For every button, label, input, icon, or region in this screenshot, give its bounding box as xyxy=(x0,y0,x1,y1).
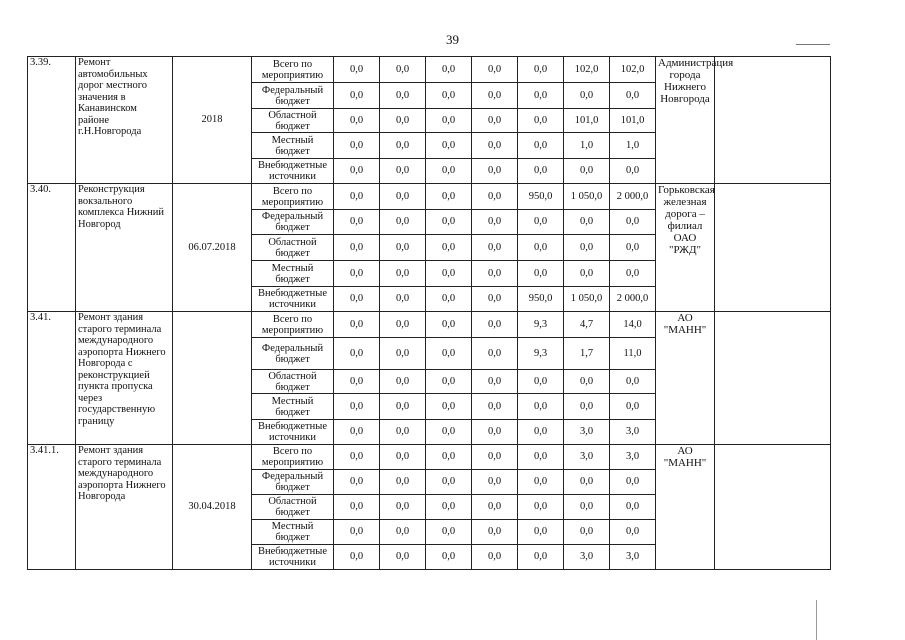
value-cell: 0,0 xyxy=(334,184,380,210)
value-cell: 0,0 xyxy=(518,420,564,445)
funding-source: Местный бюджет xyxy=(252,133,334,159)
value-cell: 102,0 xyxy=(564,57,610,83)
value-cell: 0,0 xyxy=(518,83,564,109)
value-cell: 14,0 xyxy=(610,312,656,338)
value-cell: 0,0 xyxy=(334,370,380,394)
page-number: 39 xyxy=(446,32,459,47)
value-cell: 3,0 xyxy=(564,445,610,470)
value-cell: 0,0 xyxy=(380,184,426,210)
value-cell: 0,0 xyxy=(518,445,564,470)
funding-source: Всего по мероприятию xyxy=(252,184,334,210)
value-cell: 950,0 xyxy=(518,184,564,210)
value-cell: 1 050,0 xyxy=(564,287,610,312)
section-date: 30.04.2018 xyxy=(173,445,252,570)
value-cell: 0,0 xyxy=(426,445,472,470)
value-cell: 0,0 xyxy=(334,159,380,184)
value-cell: 0,0 xyxy=(334,287,380,312)
section-number: 3.41. xyxy=(28,312,76,445)
notes-cell xyxy=(715,57,831,184)
funding-source: Местный бюджет xyxy=(252,394,334,420)
value-cell: 0,0 xyxy=(334,83,380,109)
value-cell: 0,0 xyxy=(380,312,426,338)
value-cell: 0,0 xyxy=(518,470,564,495)
value-cell: 0,0 xyxy=(472,159,518,184)
value-cell: 0,0 xyxy=(564,470,610,495)
side-rule xyxy=(816,600,817,640)
section-executor: Горьковская железная дорога – филиал ОАО "РЖД" xyxy=(656,184,715,312)
value-cell: 0,0 xyxy=(610,495,656,520)
value-cell: 9,3 xyxy=(518,312,564,338)
value-cell: 0,0 xyxy=(472,312,518,338)
funding-source: Всего по мероприятию xyxy=(252,445,334,470)
value-cell: 0,0 xyxy=(610,370,656,394)
value-cell: 0,0 xyxy=(426,109,472,133)
funding-source: Внебюджетные источники xyxy=(252,287,334,312)
value-cell: 1 050,0 xyxy=(564,184,610,210)
funding-source: Внебюджетные источники xyxy=(252,159,334,184)
value-cell: 2 000,0 xyxy=(610,287,656,312)
value-cell: 0,0 xyxy=(380,495,426,520)
value-cell: 0,0 xyxy=(610,83,656,109)
value-cell: 9,3 xyxy=(518,338,564,370)
value-cell: 0,0 xyxy=(472,109,518,133)
value-cell: 0,0 xyxy=(426,261,472,287)
value-cell: 0,0 xyxy=(334,470,380,495)
value-cell: 0,0 xyxy=(564,210,610,235)
value-cell: 0,0 xyxy=(472,495,518,520)
funding-source: Местный бюджет xyxy=(252,261,334,287)
value-cell: 0,0 xyxy=(426,495,472,520)
value-cell: 0,0 xyxy=(380,235,426,261)
value-cell: 0,0 xyxy=(472,445,518,470)
value-cell: 0,0 xyxy=(472,83,518,109)
section-name: Ремонт здания старого терминала международного аэропорта Нижнего Новгорода xyxy=(76,445,173,570)
value-cell: 0,0 xyxy=(564,495,610,520)
value-cell: 0,0 xyxy=(426,235,472,261)
value-cell: 0,0 xyxy=(426,520,472,545)
value-cell: 0,0 xyxy=(426,394,472,420)
value-cell: 0,0 xyxy=(426,420,472,445)
value-cell: 0,0 xyxy=(334,210,380,235)
value-cell: 0,0 xyxy=(426,210,472,235)
value-cell: 0,0 xyxy=(564,370,610,394)
value-cell: 0,0 xyxy=(380,261,426,287)
value-cell: 0,0 xyxy=(334,445,380,470)
value-cell: 0,0 xyxy=(518,210,564,235)
funding-source: Областной бюджет xyxy=(252,495,334,520)
value-cell: 3,0 xyxy=(564,420,610,445)
table-body xyxy=(28,57,831,570)
value-cell: 0,0 xyxy=(472,394,518,420)
value-cell: 0,0 xyxy=(472,261,518,287)
notes-cell xyxy=(715,184,831,312)
funding-source: Федеральный бюджет xyxy=(252,470,334,495)
notes-cell xyxy=(715,312,831,445)
value-cell: 0,0 xyxy=(380,159,426,184)
value-cell: 0,0 xyxy=(518,394,564,420)
value-cell: 0,0 xyxy=(334,394,380,420)
value-cell: 0,0 xyxy=(426,83,472,109)
funding-table xyxy=(27,56,831,570)
value-cell: 0,0 xyxy=(518,370,564,394)
value-cell: 0,0 xyxy=(380,287,426,312)
funding-source: Областной бюджет xyxy=(252,235,334,261)
value-cell: 0,0 xyxy=(334,312,380,338)
value-cell: 0,0 xyxy=(380,57,426,83)
value-cell: 0,0 xyxy=(380,394,426,420)
value-cell: 0,0 xyxy=(334,235,380,261)
value-cell: 0,0 xyxy=(426,470,472,495)
value-cell: 0,0 xyxy=(564,520,610,545)
value-cell: 0,0 xyxy=(380,210,426,235)
value-cell: 0,0 xyxy=(472,184,518,210)
value-cell: 0,0 xyxy=(426,312,472,338)
value-cell: 0,0 xyxy=(472,470,518,495)
value-cell: 0,0 xyxy=(334,338,380,370)
value-cell: 0,0 xyxy=(472,133,518,159)
value-cell: 0,0 xyxy=(380,520,426,545)
value-cell: 1,0 xyxy=(564,133,610,159)
value-cell: 0,0 xyxy=(610,235,656,261)
value-cell: 0,0 xyxy=(334,261,380,287)
funding-source: Федеральный бюджет xyxy=(252,83,334,109)
table-row xyxy=(28,57,831,83)
value-cell: 0,0 xyxy=(472,287,518,312)
section-date: 06.07.2018 xyxy=(173,184,252,312)
value-cell: 0,0 xyxy=(518,520,564,545)
value-cell: 4,7 xyxy=(564,312,610,338)
funding-source: Местный бюджет xyxy=(252,520,334,545)
value-cell: 0,0 xyxy=(472,545,518,570)
value-cell: 3,0 xyxy=(564,545,610,570)
value-cell: 0,0 xyxy=(610,210,656,235)
value-cell: 0,0 xyxy=(426,287,472,312)
value-cell: 0,0 xyxy=(518,159,564,184)
section-number: 3.41.1. xyxy=(28,445,76,570)
section-executor: Администрация города Нижнего Новгорода xyxy=(656,57,715,184)
value-cell: 0,0 xyxy=(334,57,380,83)
value-cell: 0,0 xyxy=(334,545,380,570)
value-cell: 3,0 xyxy=(610,545,656,570)
funding-source: Всего по мероприятию xyxy=(252,57,334,83)
value-cell: 0,0 xyxy=(380,420,426,445)
section-number: 3.39. xyxy=(28,57,76,184)
value-cell: 0,0 xyxy=(380,338,426,370)
funding-source: Внебюджетные источники xyxy=(252,420,334,445)
value-cell: 102,0 xyxy=(610,57,656,83)
value-cell: 0,0 xyxy=(472,57,518,83)
value-cell: 0,0 xyxy=(380,470,426,495)
value-cell: 2 000,0 xyxy=(610,184,656,210)
value-cell: 0,0 xyxy=(472,520,518,545)
value-cell: 0,0 xyxy=(518,545,564,570)
value-cell: 101,0 xyxy=(564,109,610,133)
value-cell: 0,0 xyxy=(426,338,472,370)
section-name: Реконструкция вокзального комплекса Нижний Новгород xyxy=(76,184,173,312)
value-cell: 0,0 xyxy=(334,495,380,520)
value-cell: 0,0 xyxy=(334,133,380,159)
value-cell: 0,0 xyxy=(380,83,426,109)
value-cell: 0,0 xyxy=(472,370,518,394)
funding-source: Федеральный бюджет xyxy=(252,338,334,370)
value-cell: 0,0 xyxy=(564,394,610,420)
value-cell: 0,0 xyxy=(380,545,426,570)
value-cell: 0,0 xyxy=(380,445,426,470)
value-cell: 0,0 xyxy=(472,338,518,370)
section-date xyxy=(173,312,252,445)
value-cell: 0,0 xyxy=(426,159,472,184)
value-cell: 0,0 xyxy=(472,235,518,261)
value-cell: 0,0 xyxy=(564,159,610,184)
value-cell: 0,0 xyxy=(380,370,426,394)
value-cell: 0,0 xyxy=(610,470,656,495)
top-rule xyxy=(796,44,830,45)
value-cell: 3,0 xyxy=(610,445,656,470)
funding-source: Федеральный бюджет xyxy=(252,210,334,235)
table-row xyxy=(28,445,831,470)
value-cell: 1,0 xyxy=(610,133,656,159)
value-cell: 0,0 xyxy=(426,133,472,159)
table-row xyxy=(28,184,831,210)
section-name: Ремонт автомобильных дорог местного значения в Канавинском районе г.Н.Новгорода xyxy=(76,57,173,184)
value-cell: 0,0 xyxy=(518,235,564,261)
value-cell: 1,7 xyxy=(564,338,610,370)
value-cell: 0,0 xyxy=(518,133,564,159)
section-executor: АО "МАНН" xyxy=(656,312,715,445)
section-date: 2018 xyxy=(173,57,252,184)
funding-source: Всего по мероприятию xyxy=(252,312,334,338)
value-cell: 0,0 xyxy=(518,109,564,133)
section-number: 3.40. xyxy=(28,184,76,312)
value-cell: 0,0 xyxy=(334,420,380,445)
section-name: Ремонт здания старого терминала международного аэропорта Нижнего Новгорода с реконструкцией пункта пропуска через государственную границу xyxy=(76,312,173,445)
value-cell: 0,0 xyxy=(564,235,610,261)
value-cell: 0,0 xyxy=(564,261,610,287)
value-cell: 0,0 xyxy=(610,159,656,184)
value-cell: 0,0 xyxy=(610,261,656,287)
funding-source: Областной бюджет xyxy=(252,370,334,394)
value-cell: 0,0 xyxy=(426,545,472,570)
value-cell: 0,0 xyxy=(426,184,472,210)
funding-source: Внебюджетные источники xyxy=(252,545,334,570)
section-executor: АО "МАНН" xyxy=(656,445,715,570)
value-cell: 0,0 xyxy=(426,370,472,394)
value-cell: 3,0 xyxy=(610,420,656,445)
value-cell: 0,0 xyxy=(564,83,610,109)
value-cell: 0,0 xyxy=(472,210,518,235)
value-cell: 101,0 xyxy=(610,109,656,133)
value-cell: 950,0 xyxy=(518,287,564,312)
value-cell: 0,0 xyxy=(518,57,564,83)
value-cell: 0,0 xyxy=(334,520,380,545)
table-row xyxy=(28,312,831,338)
funding-source: Областной бюджет xyxy=(252,109,334,133)
value-cell: 0,0 xyxy=(380,133,426,159)
value-cell: 0,0 xyxy=(380,109,426,133)
notes-cell xyxy=(715,445,831,570)
value-cell: 0,0 xyxy=(610,394,656,420)
value-cell: 0,0 xyxy=(518,495,564,520)
value-cell: 0,0 xyxy=(472,420,518,445)
value-cell: 0,0 xyxy=(518,261,564,287)
value-cell: 0,0 xyxy=(426,57,472,83)
value-cell: 11,0 xyxy=(610,338,656,370)
value-cell: 0,0 xyxy=(610,520,656,545)
value-cell: 0,0 xyxy=(334,109,380,133)
